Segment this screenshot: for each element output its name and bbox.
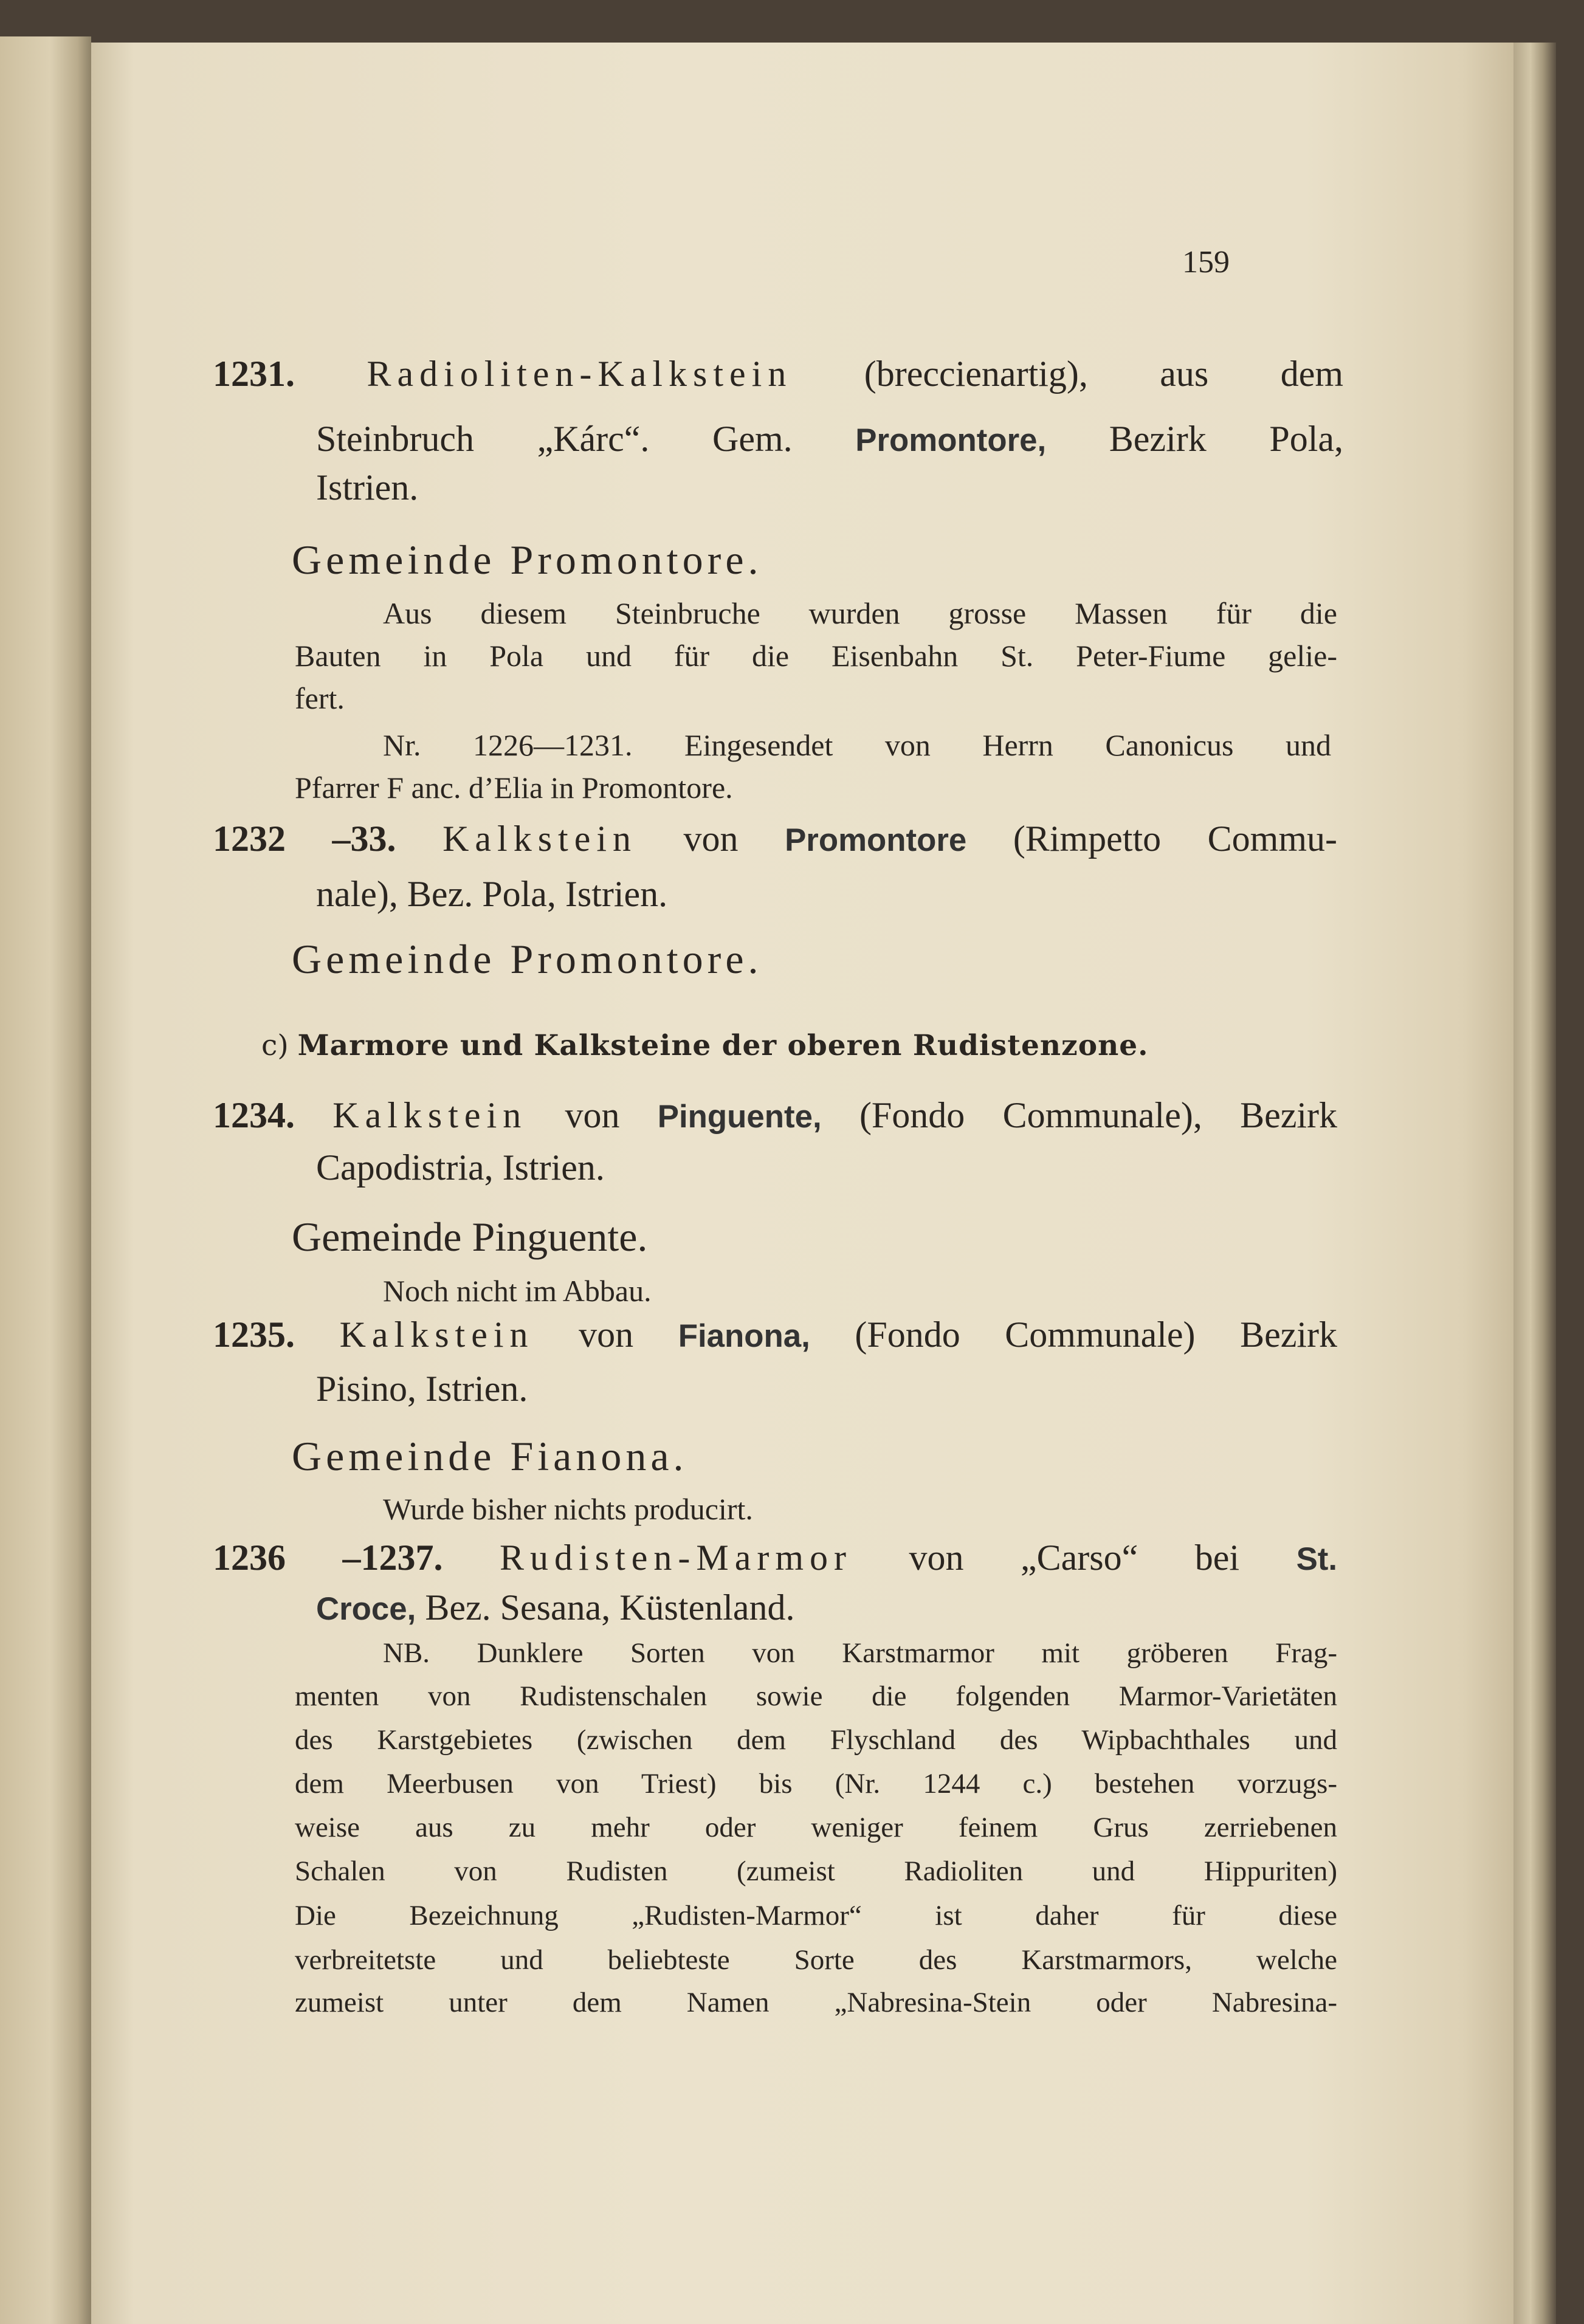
- nb-line: zumeist unter dem Namen „Nabresina-Stein oder Nabresina-: [295, 1987, 1337, 2018]
- nb-line: NB. Dunklere Sorten von Karstmarmor mit gröberen Frag-: [383, 1637, 1337, 1669]
- entry-text: Steinbruch „Kárc“. Gem.: [316, 419, 793, 459]
- entry-text: von „Carso“ bei: [909, 1538, 1240, 1578]
- left-page-edge: [0, 36, 91, 2324]
- nb-line: Die Bezeichnung „Rudisten-Marmor“ ist daher für diese: [295, 1900, 1337, 1931]
- entry-number: 1232 –33.: [213, 819, 396, 859]
- entry-number: 1234.: [213, 1095, 295, 1135]
- entry-text: (Fondo Communale), Bezirk: [859, 1095, 1338, 1135]
- entry-1235-line-2: Pisino, Istrien.: [316, 1369, 528, 1409]
- entry-1232-line-2: nale), Bez. Pola, Istrien.: [316, 874, 668, 914]
- note-line: Nr. 1226—1231. Eingesendet von Herrn Canonicus und: [383, 728, 1331, 762]
- nb-line: des Karstgebietes (zwischen dem Flyschland des Wipbachthales und: [295, 1724, 1337, 1756]
- entry-text: (breccienartig), aus dem: [864, 354, 1344, 394]
- page-number: 159: [1182, 245, 1230, 280]
- entry-1235-line-1: [213, 1313, 1337, 1358]
- nb-line: menten von Rudistenschalen sowie die folgenden Marmor-Varietäten: [295, 1680, 1337, 1712]
- nb-line: Schalen von Rudisten (zumeist Radioliten und Hippuriten): [295, 1855, 1337, 1887]
- note-line: Aus diesem Steinbruche wurden grosse Massen für die: [383, 596, 1337, 630]
- book-page: [91, 43, 1520, 2324]
- gemeinde-heading: Gemeinde Fianona.: [292, 1433, 688, 1479]
- entry-name: Kalkstein: [339, 1315, 534, 1355]
- place-name: Promontore,: [855, 422, 1047, 458]
- place-name: Pinguente,: [657, 1099, 822, 1135]
- entry-text: (Fondo Communale) Bezirk: [855, 1315, 1338, 1355]
- entry-1231-line-2: [316, 418, 1343, 462]
- entry-text: Bezirk Pola,: [1109, 419, 1344, 459]
- note-line: Wurde bisher nichts producirt.: [383, 1492, 753, 1526]
- nb-line: verbreitetste und beliebteste Sorte des Karstmarmors, welche: [295, 1944, 1337, 1976]
- entry-text: Bez. Sesana, Küstenland.: [425, 1587, 795, 1628]
- section-prefix: c): [261, 1029, 289, 1062]
- place-name: Promontore: [785, 822, 967, 858]
- entry-number: 1235.: [213, 1315, 295, 1355]
- entry-name: Kalkstein: [442, 819, 638, 859]
- entry-text: (Rimpetto Commu-: [1013, 819, 1337, 859]
- gemeinde-heading: Gemeinde Promontore.: [292, 537, 763, 583]
- entry-name: Kalkstein: [332, 1095, 528, 1135]
- nb-line: dem Meerbusen von Triest) bis (Nr. 1244 c.) bestehen vorzugs-: [295, 1768, 1337, 1800]
- note-line: fert.: [295, 681, 345, 715]
- note-line: Pfarrer F anc. d’Elia in Promontore.: [295, 771, 733, 805]
- entry-1231-line-3: Istrien.: [316, 467, 419, 507]
- place-name: Fianona,: [678, 1318, 810, 1354]
- page-edge: [1513, 43, 1556, 2324]
- place-name: St.: [1296, 1541, 1338, 1577]
- entry-name: Radioliten-Kalkstein: [367, 354, 793, 394]
- note-line: Noch nicht im Abbau.: [383, 1274, 652, 1308]
- entry-1234-line-2: Capodistria, Istrien.: [316, 1147, 605, 1188]
- entry-number: 1231.: [213, 354, 295, 394]
- entry-text: von: [579, 1315, 634, 1355]
- entry-1234-line-1: [213, 1094, 1337, 1138]
- place-name: Croce,: [316, 1591, 416, 1627]
- note-line: Bauten in Pola und für die Eisenbahn St. Peter-Fiume gelie-: [295, 639, 1337, 673]
- nb-line: weise aus zu mehr oder weniger feinem Grus zerriebenen: [295, 1812, 1337, 1843]
- entry-1232-line-1: [213, 817, 1337, 862]
- entry-name: Rudisten-Marmor: [500, 1538, 852, 1578]
- entry-1236-line-1: [213, 1536, 1337, 1581]
- entry-1231-line-1: [213, 352, 1343, 395]
- gemeinde-heading: Gemeinde Promontore.: [292, 936, 763, 982]
- entry-text: von: [565, 1095, 620, 1135]
- entry-1236-line-2: [316, 1586, 795, 1631]
- entry-number: 1236 –1237.: [213, 1538, 443, 1578]
- section-title-text: Marmore und Kalksteine der oberen Rudistenzone.: [297, 1029, 1149, 1062]
- entry-text: von: [683, 819, 739, 859]
- section-title: [261, 1028, 1149, 1064]
- gemeinde-heading: Gemeinde Pinguente.: [292, 1214, 648, 1260]
